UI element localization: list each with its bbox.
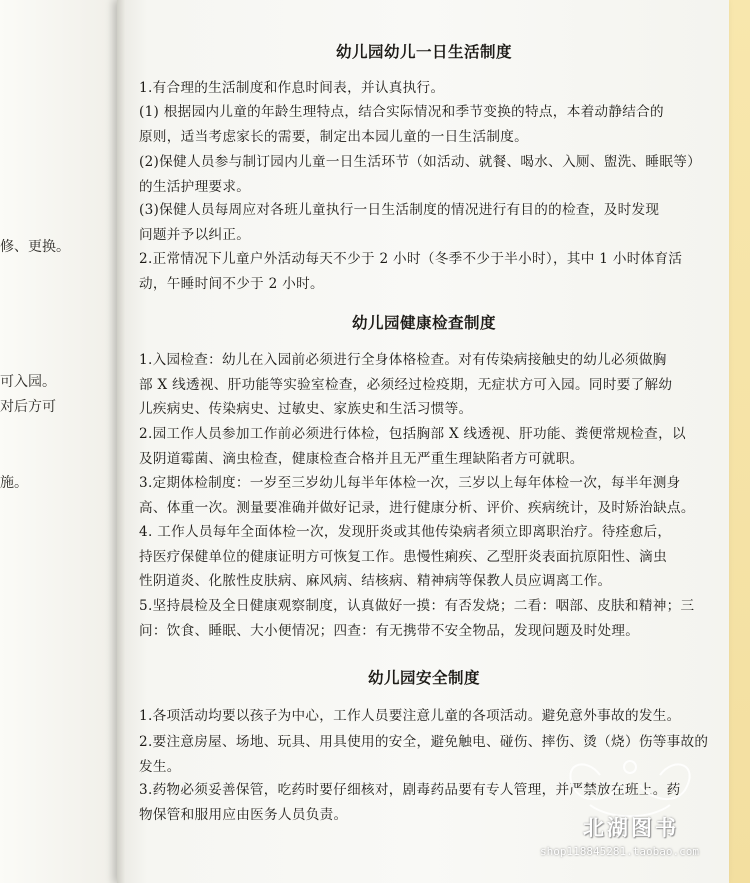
- paragraph-line: 1.各项活动均要以孩子为中心，工作人员要注意儿童的各项活动。避免意外事故的发生。: [139, 708, 681, 724]
- paragraph-line: 3.药物必须妥善保管，吃药时要仔细核对，剧毒药品要有专人管理，并严禁放在班上。药: [139, 782, 681, 798]
- paragraph-line: 部 X 线透视、肝功能等实验室检查，必须经过检疫期，无症状方可入园。同时要了解幼: [139, 376, 673, 393]
- left-page-line: 可入园。: [0, 374, 56, 390]
- paragraph-line: 原则，适当考虑家长的需要，制定出本园儿童的一日生活制度。: [139, 128, 529, 145]
- paragraph-line: 1.有合理的生活制度和作息时间表，并认真执行。: [139, 80, 445, 96]
- page-spine-shadow: [117, 0, 125, 883]
- left-page-line: 施。: [0, 475, 28, 491]
- paragraph-line: 及阴道霉菌、滴虫检查，健康检查合格并且无严重生理缺陷者方可就职。: [139, 450, 584, 467]
- section-title: 幼儿园健康检查制度: [351, 314, 496, 332]
- paragraph-line: 问：饮食、睡眠、大小便情况；四查：有无携带不安全物品，发现问题及时处理。: [139, 622, 640, 639]
- left-page-line: 对后方可: [0, 399, 56, 415]
- paragraph-line: 的生活护理要求。: [139, 178, 251, 195]
- paragraph-line: 儿疾病史、传染病史、过敏史、家族史和生活习惯等。: [139, 401, 473, 417]
- paragraph-line: 性阴道炎、化脓性皮肤病、麻风病、结核病、精神病等保教人员应调离工作。: [139, 573, 612, 589]
- section-title: 幼儿园幼儿一日生活制度: [335, 43, 512, 61]
- paragraph-line: (1) 根据园内儿童的年龄生理特点，结合实际情况和季节变换的特点，本着动静结合的: [139, 104, 664, 120]
- paragraph-line: 2.要注意房屋、场地、玩具、用具使用的安全，避免触电、碰伤、摔伤、烫（烧）伤等事故的: [139, 734, 709, 750]
- paragraph-line: 高、体重一次。测量要准确并做好记录，进行健康分析、评价、疾病统计，及时矫治缺点。: [139, 499, 695, 516]
- paragraph-line: 问题并予以纠正。: [139, 226, 251, 243]
- paragraph-line: (3)保健人员每周应对各班儿童执行一日生活制度的情况进行有目的的检查，及时发现: [139, 202, 660, 218]
- paragraph-line: 2.正常情况下儿童户外活动每天不少于 2 小时（冬季不少于半小时），其中 1 小时体育活: [139, 251, 683, 267]
- paragraph-line: 物保管和服用应由医务人员负责。: [139, 806, 348, 823]
- paragraph-line: 发生。: [139, 758, 181, 775]
- paragraph-line: 5.坚持晨检及全日健康观察制度，认真做好一摸：有否发烧；二看：咽部、皮肤和精神；三: [139, 598, 695, 614]
- left-page: [0, 0, 135, 883]
- watermark-url: shop118845281.taobao.com: [540, 845, 699, 858]
- paragraph-line: 动，午睡时间不少于 2 小时。: [139, 275, 324, 292]
- paragraph-line: 2.园工作人员参加工作前必须进行体检，包括胸部 X 线透视、肝功能、粪便常规检查，以: [139, 426, 686, 442]
- paragraph-line: (2)保健人员参与制订园内儿童一日生活环节（如活动、就餐、喝水、入厕、盥洗、睡眠等）: [139, 154, 702, 170]
- section-title: 幼儿园安全制度: [367, 669, 480, 687]
- left-page-line: 修、更换。: [0, 239, 70, 255]
- paragraph-line: 4. 工作人员每年全面体检一次，发现肝炎或其他传染病者须立即离职治疗。待痊愈后，: [139, 524, 672, 540]
- paragraph-line: 1.入园检查：幼儿在入园前必须进行全身体格检查。对有传染病接触史的幼儿必须做胸: [139, 352, 667, 368]
- paragraph-line: 持医疗保健单位的健康证明方可恢复工作。患慢性痢疾、乙型肝炎表面抗原阳性、滴虫: [139, 548, 667, 565]
- watermark-name: 北湖图书: [583, 816, 679, 840]
- paragraph-line: 3.定期体检制度：一岁至三岁幼儿每半年体检一次，三岁以上每年体检一次，每半年测身: [139, 475, 681, 491]
